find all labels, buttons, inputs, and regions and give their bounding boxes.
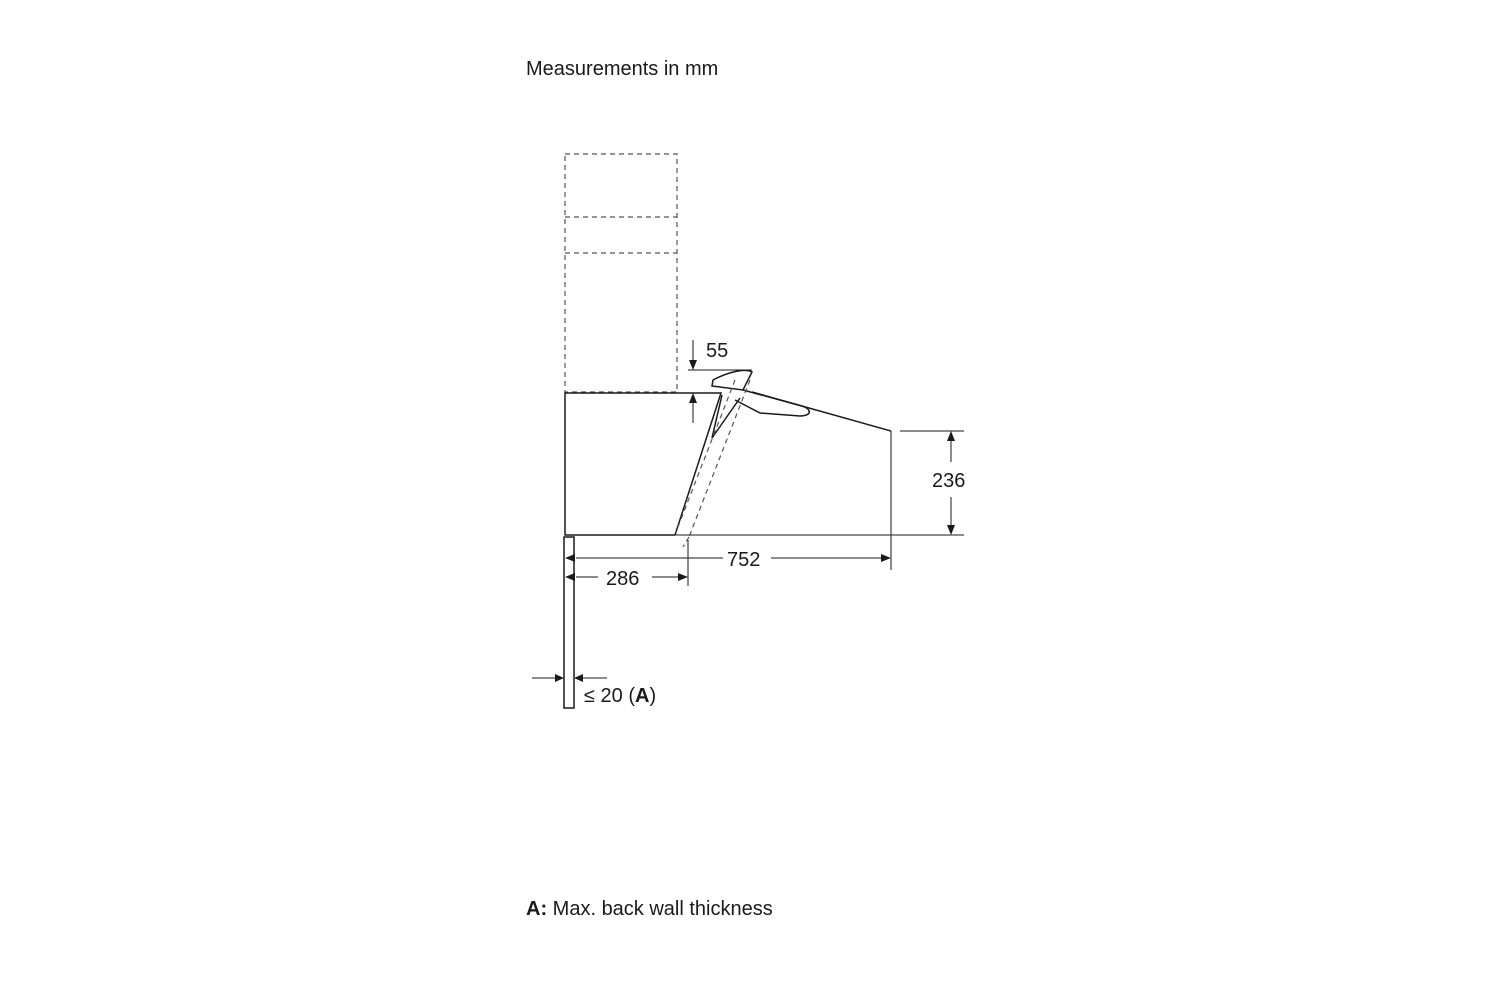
dimension-height-label: 236 bbox=[932, 470, 966, 492]
wall-thickness-prefix: ≤ 20 ( bbox=[584, 685, 635, 707]
dimension-top-offset-label: 55 bbox=[706, 340, 729, 362]
dimension-overall-depth-label: 752 bbox=[727, 549, 761, 571]
back-wall bbox=[564, 537, 574, 708]
wall-thickness-key: A bbox=[635, 685, 650, 707]
chimney-outline bbox=[565, 154, 677, 392]
wall-thickness-suffix: ) bbox=[649, 685, 657, 707]
dimension-wall-offset-label: 286 bbox=[606, 568, 640, 590]
legend-text: Max. back wall thickness bbox=[547, 898, 773, 920]
dimension-height bbox=[676, 431, 965, 535]
legend-key: A: bbox=[526, 898, 548, 920]
hood-body bbox=[565, 393, 721, 535]
dimension-wall-thickness-label bbox=[584, 685, 656, 707]
page-title: Measurements in mm bbox=[526, 58, 719, 80]
dimension-overall-depth bbox=[565, 431, 891, 571]
dimension-top-offset bbox=[688, 340, 752, 423]
swing-path bbox=[676, 380, 750, 547]
dimension-wall-offset bbox=[565, 540, 688, 590]
legend-note bbox=[526, 898, 773, 921]
glass-panel bbox=[712, 370, 891, 438]
dimension-wall-thickness bbox=[532, 674, 656, 707]
